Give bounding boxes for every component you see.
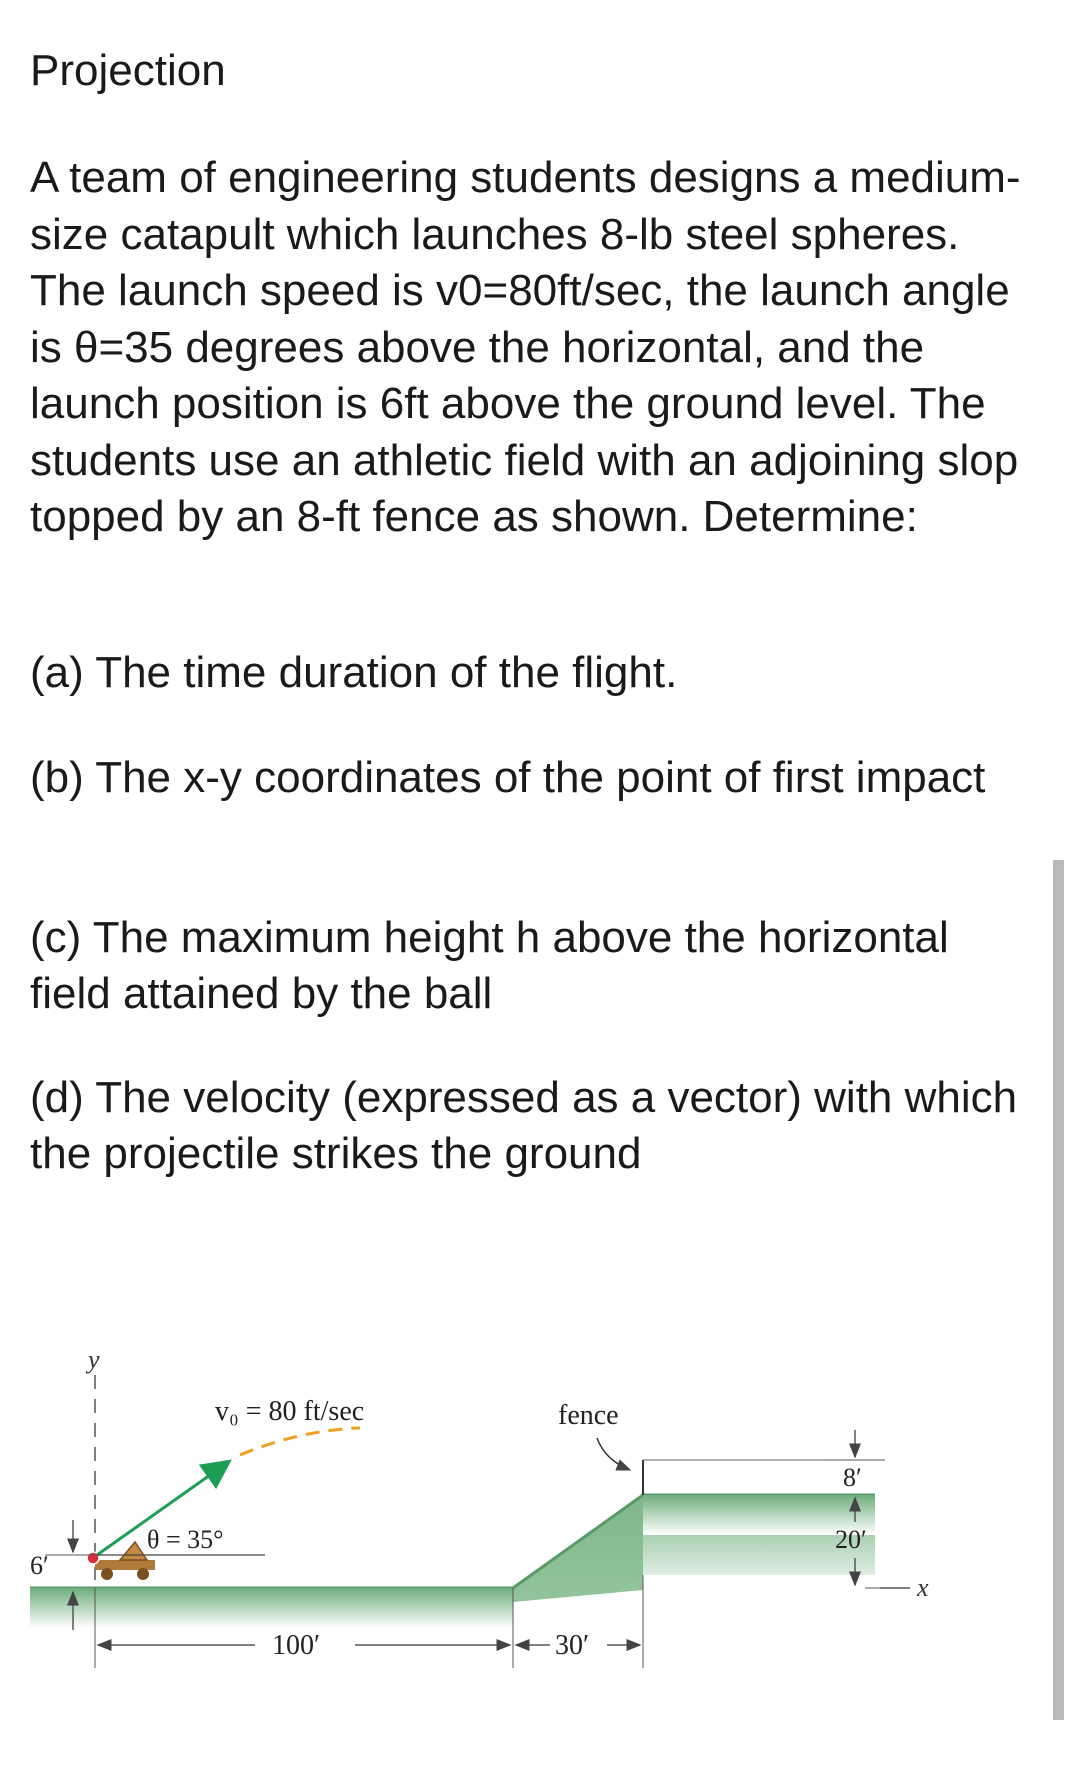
angle-label: θ = 35° bbox=[147, 1525, 224, 1554]
projectile-diagram bbox=[25, 1330, 1045, 1710]
page-title: Projection bbox=[30, 46, 226, 95]
question-a: (a) The time duration of the flight. bbox=[30, 648, 678, 697]
question-b: (b) The x-y coordinates of the point of first impact bbox=[30, 753, 986, 802]
catapult bbox=[95, 1542, 155, 1580]
problem-statement: A team of engineering students designs a medium-size catapult which launches 8-lb steel spheres. The launch speed is v0=80ft/sec, the launch angle is θ=35 degrees above the horizontal, and the launch position is 6ft above the ground level. The students use an athletic field with an adjoining slop topped by an 8-ft fence as shown. Determine: bbox=[30, 153, 1021, 541]
ground-shadow bbox=[30, 1588, 513, 1628]
x-axis-label: x bbox=[917, 1573, 929, 1602]
velocity-label: v₀ = 80 ft/sec bbox=[215, 1396, 365, 1427]
launch-height-label: 6′ bbox=[30, 1551, 49, 1580]
slope-surface bbox=[513, 1495, 643, 1602]
trajectory-path bbox=[240, 1428, 360, 1455]
slope-height-label: 20′ bbox=[835, 1525, 867, 1554]
fence-height-label: 8′ bbox=[843, 1463, 862, 1492]
question-c: (c) The maximum height h above the horizontal field attained by the ball bbox=[30, 913, 949, 1018]
question-d: (d) The velocity (expressed as a vector) with which the projectile strikes the ground bbox=[30, 1073, 1018, 1178]
y-axis-label: y bbox=[88, 1345, 100, 1374]
vertical-scrollbar[interactable] bbox=[1053, 860, 1064, 1720]
slope-length-label: 30′ bbox=[555, 1630, 590, 1661]
field-length-label: 100′ bbox=[272, 1630, 321, 1661]
fence-pointer bbox=[597, 1438, 630, 1470]
fence-label: fence bbox=[558, 1400, 619, 1431]
